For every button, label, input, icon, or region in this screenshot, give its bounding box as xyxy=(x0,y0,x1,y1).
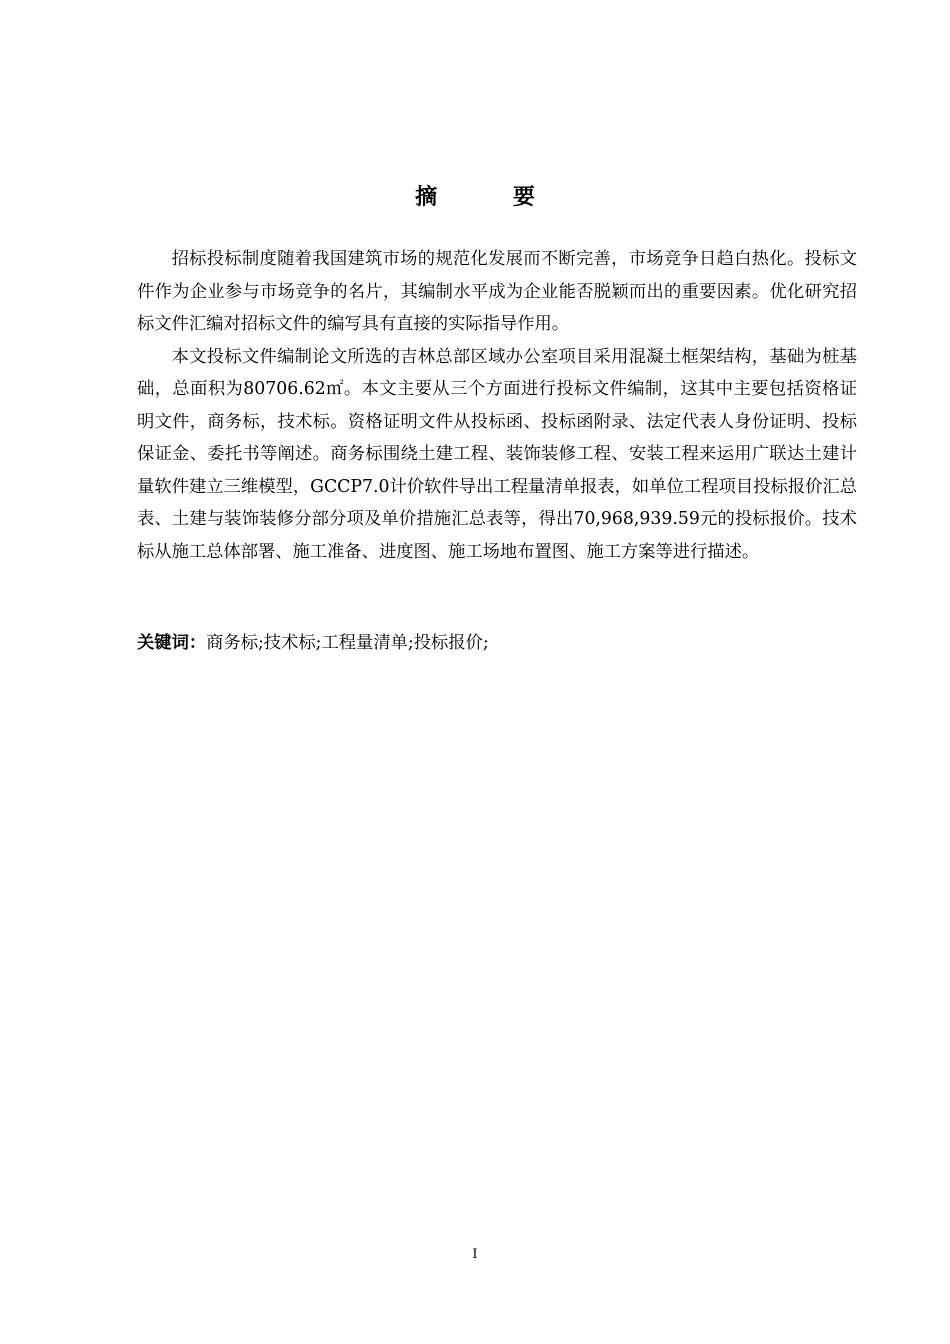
abstract-paragraph-2: 本文投标文件编制论文所选的吉林总部区域办公室项目采用混凝土框架结构，基础为桩基础，总面积为80706.62㎡。本文主要从三个方面进行投标文件编制，这其中主要包括资格证明文件，商务标，技术标。资格证明文件从投标函、投标函附录、法定代表人身份证明、投标保证金、委托书等阐述。商务标围绕土建工程、装饰装修工程、安装工程来运用广联达土建计量软件建立三维模型，GCCP7.0计价软件导出工程量清单报表，如单位工程项目投标报价汇总表、土建与装饰装修分部分项及单价措施汇总表等，得出70,968,939.59元的投标报价。技术标从施工总体部署、施工准备、进度图、施工场地布置图、施工方案等进行描述。 xyxy=(137,346,857,562)
page-title: 摘 要 xyxy=(415,185,569,210)
page-number: I xyxy=(472,1247,478,1262)
abstract-body xyxy=(137,243,857,568)
abstract-paragraph-1: 招标投标制度随着我国建筑市场的规范化发展而不断完善，市场竞争日趋白热化。投标文件作为企业参与市场竞争的名片，其编制水平成为企业能否脱颖而出的重要因素。优化研究招标文件汇编对招标文件的编写具有直接的实际指导作用。 xyxy=(137,249,857,334)
keywords-label: 关键词： xyxy=(137,633,207,653)
keywords-line xyxy=(137,627,857,659)
keywords-value: 商务标;技术标;工程量清单;投标报价; xyxy=(206,633,489,653)
